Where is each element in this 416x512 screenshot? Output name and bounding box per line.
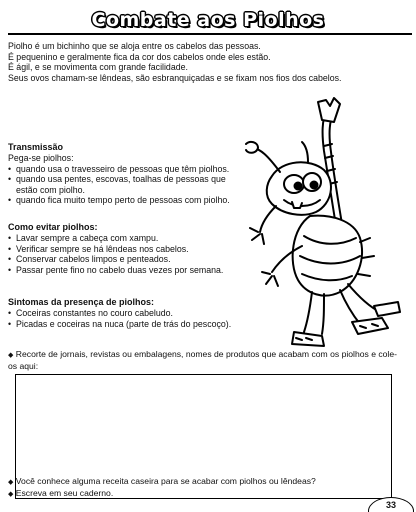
diamond-icon: ◆: [8, 352, 14, 359]
intro-line: Piolho é um bichinho que se aloja entre os cabelos das pessoas.: [8, 41, 261, 51]
section-lead: Pega-se piolhos:: [8, 153, 74, 163]
section-heading: Como evitar piolhos:: [8, 222, 98, 232]
page-number: 33: [368, 497, 414, 512]
diamond-icon: ◆: [8, 479, 14, 486]
intro-line: É pequenino e geralmente fica da cor dos cabelos onde eles estão.: [8, 51, 271, 62]
question-receita: [8, 476, 316, 489]
intro-line: Seus ovos chamam-se lêndeas, são esbranquiçadas e se fixam nos fios dos cabelos.: [8, 72, 342, 83]
section-como-evitar: [8, 222, 253, 275]
intro-line: É ágil, e se movimenta com grande facilidade.: [8, 62, 188, 73]
list-item: • Verificar sempre se há lêndeas nos cabelos.: [8, 244, 253, 255]
question-text: Escreva em seu caderno.: [15, 488, 114, 498]
list-item: • quando fica muito tempo perto de pessoas com piolho.: [8, 195, 243, 206]
recorte-text: Recorte de jornais, revistas ou embalagens, nomes de produtos que acabam com os piolhos e cole-os aqui:: [8, 349, 397, 372]
list-item: • Conservar cabelos limpos e penteados.: [8, 254, 253, 265]
section-heading: Sintomas da presença de piolhos:: [8, 297, 155, 307]
list-item: • Passar pente fino no cabelo duas vezes por semana.: [8, 265, 253, 276]
list-item: • Picadas e coceiras na nuca (parte de trás do pescoço).: [8, 319, 308, 330]
page-title: Combate aos Piolhos: [91, 9, 325, 31]
list-item: • quando usa pentes, escovas, toalhas de pessoas que estão com piolho.: [8, 174, 243, 195]
section-transmissao: [8, 142, 243, 206]
question-escreva: [8, 488, 113, 501]
list-item: • Lavar sempre a cabeça com xampu.: [8, 233, 253, 244]
bullet-list: [8, 233, 253, 275]
list-item: • quando usa o travesseiro de pessoas que têm piolhos.: [8, 164, 243, 175]
section-heading: Transmissão: [8, 142, 64, 152]
louse-mascot-illustration: [232, 96, 408, 352]
recorte-instruction: [8, 349, 406, 372]
diamond-icon: ◆: [8, 491, 14, 498]
question-text: Você conhece alguma receita caseira para se acabar com piolhos ou lêndeas?: [15, 476, 316, 486]
intro-paragraph: [8, 41, 403, 83]
bullet-list: [8, 164, 243, 206]
title-divider: [8, 33, 412, 35]
list-item: • Coceiras constantes no couro cabeludo.: [8, 308, 308, 319]
